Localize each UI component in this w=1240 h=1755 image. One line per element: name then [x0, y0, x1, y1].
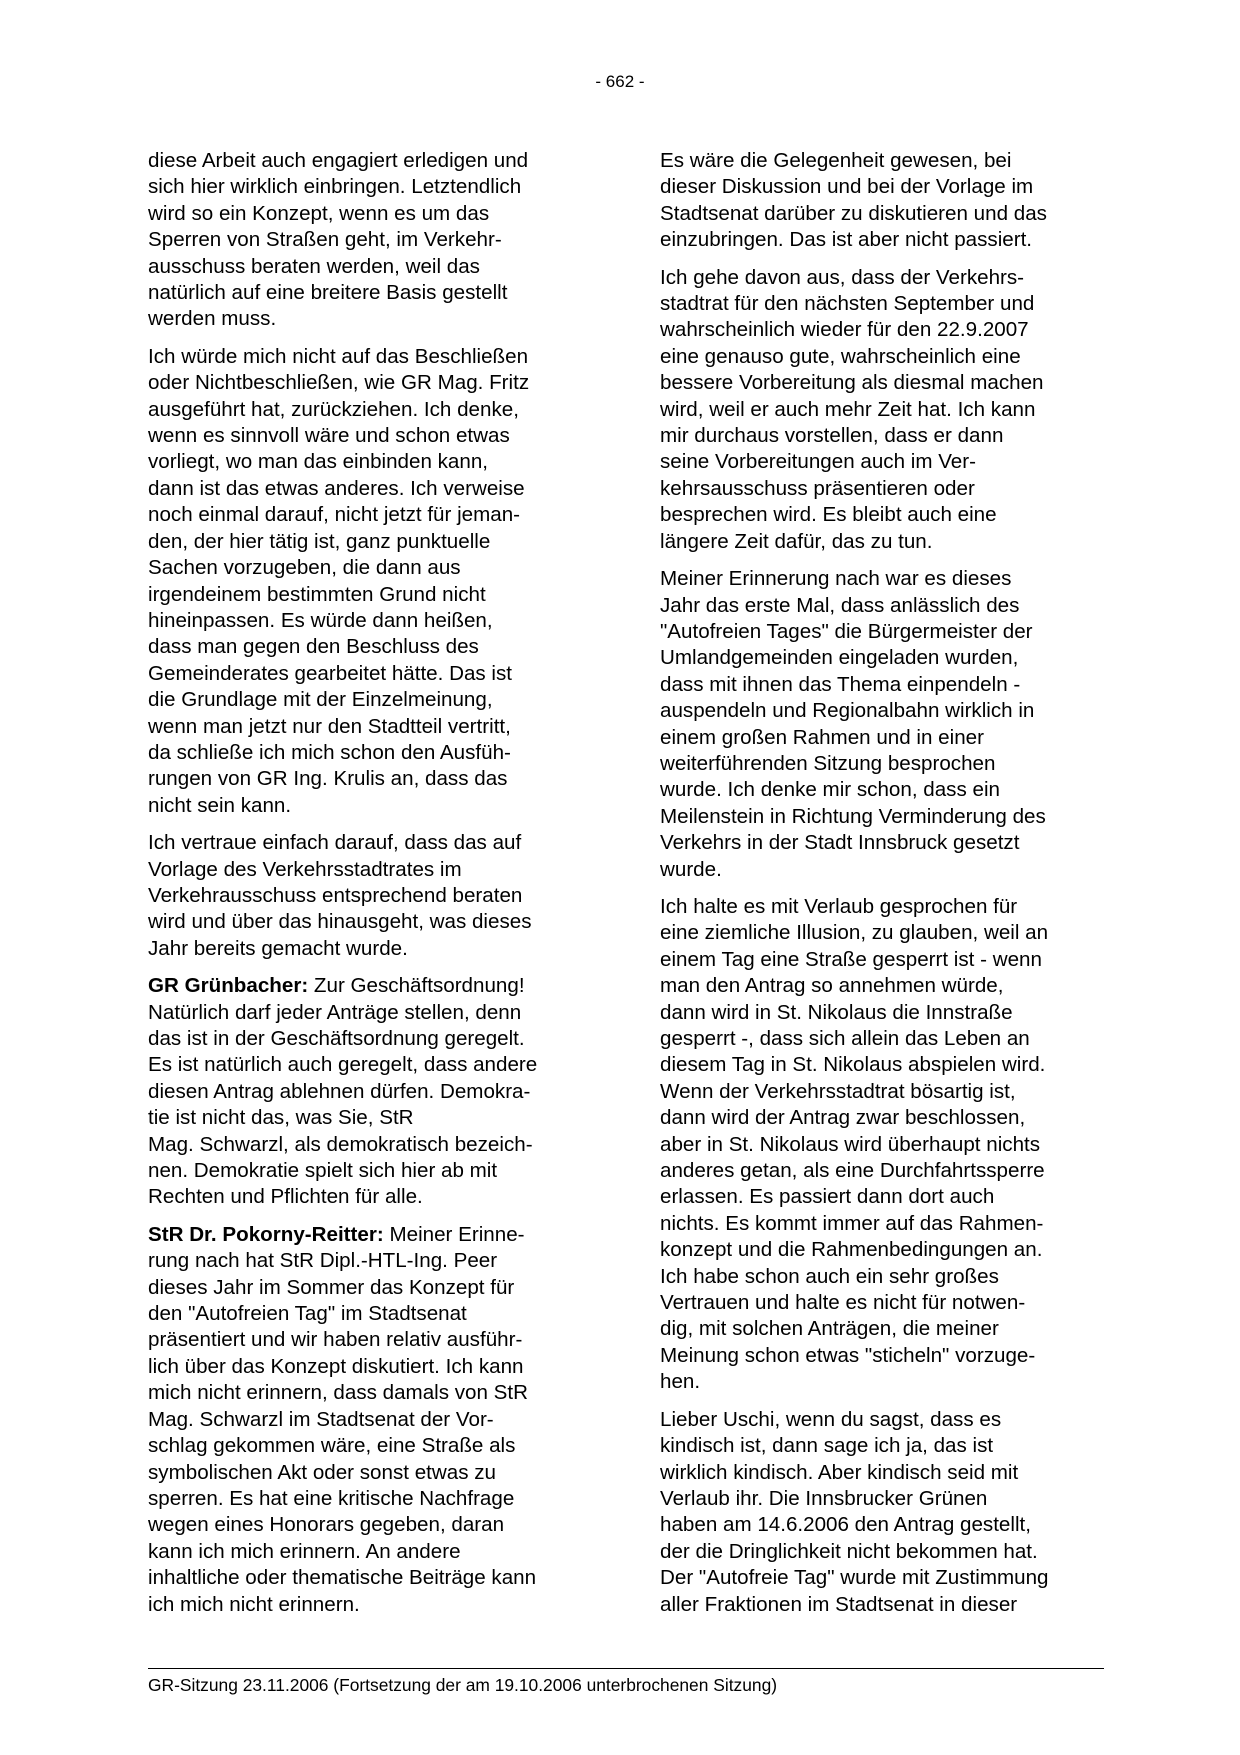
text-line: seine Vorbereitungen auch im Ver- [660, 450, 976, 474]
speaker-line-rest: Meiner Erinne- [383, 1222, 525, 1246]
text-line: wenn man jetzt nur den Stadtteil vertritt, [148, 714, 511, 738]
text-line: einem Tag eine Straße gesperrt ist - wenn [660, 947, 1042, 971]
footer-divider [148, 1668, 1104, 1669]
text-line: Meilenstein in Richtung Verminderung des [660, 804, 1046, 828]
text-line: lich über das Konzept diskutiert. Ich kann [148, 1354, 524, 1378]
text-line: da schließe ich mich schon den Ausfüh- [148, 740, 511, 764]
text-line: wird und über das hinausgeht, was dieses [148, 910, 532, 934]
paragraph [660, 265, 1100, 555]
paragraph [660, 894, 1100, 1396]
text-line: kehrsausschuss präsentieren oder [660, 476, 975, 500]
text-line: hineinpassen. Es würde dann heißen, [148, 608, 493, 632]
text-line [148, 1222, 588, 1248]
text-line: Der "Autofreie Tag" wurde mit Zustimmung [660, 1566, 1049, 1590]
text-line: Vorlage des Verkehrsstadtrates im [148, 857, 462, 881]
text-line: Verkehrausschuss entsprechend beraten [148, 883, 523, 907]
text-line: Mag. Schwarzl, als demokratisch bezeich- [148, 1132, 533, 1156]
paragraph [660, 566, 1100, 883]
text-line: anderes getan, als eine Durchfahrtssperre [660, 1159, 1045, 1183]
text-line: eine genauso gute, wahrscheinlich eine [660, 344, 1021, 368]
text-line: hen. [660, 1370, 701, 1394]
text-line: irgendeinem bestimmten Grund nicht [148, 582, 486, 606]
text-line: dig, mit solchen Anträgen, die meiner [660, 1317, 999, 1341]
text-line: mich nicht erinnern, dass damals von StR [148, 1381, 529, 1405]
text-line: tie ist nicht das, was Sie, StR [148, 1106, 414, 1130]
text-line: Meiner Erinnerung nach war es dieses [660, 567, 1012, 591]
text-line: Ich habe schon auch ein sehr großes [660, 1264, 999, 1288]
text-line: Lieber Uschi, wenn du sagst, dass es [660, 1407, 1002, 1431]
text-line: dieses Jahr im Sommer das Konzept für [148, 1275, 515, 1299]
text-line: die Grundlage mit der Einzelmeinung, [148, 688, 493, 712]
text-line: noch einmal darauf, nicht jetzt für jeman- [148, 503, 521, 527]
text-line: man den Antrag so annehmen würde, [660, 974, 1004, 998]
text-line: Sperren von Straßen geht, im Verkehr- [148, 228, 502, 252]
text-line: haben am 14.6.2006 den Antrag gestellt, [660, 1513, 1031, 1537]
text-line: inhaltliche oder thematische Beiträge kann [148, 1566, 537, 1590]
paragraph [148, 830, 588, 962]
text-line: Stadtsenat darüber zu diskutieren und das [660, 201, 1047, 225]
left-column [148, 148, 588, 1629]
text-line: Ich würde mich nicht auf das Beschließen [148, 344, 529, 368]
text-line: diesen Antrag ablehnen dürfen. Demokra- [148, 1079, 531, 1103]
text-line: aber in St. Nikolaus wird überhaupt nichts [660, 1132, 1041, 1156]
text-line: symbolischen Akt oder sonst etwas zu [148, 1460, 496, 1484]
text-line: dann wird in St. Nikolaus die Innstraße [660, 1000, 1013, 1024]
text-line: nen. Demokratie spielt sich hier ab mit [148, 1159, 498, 1183]
text-line: Wenn der Verkehrsstadtrat bösartig ist, [660, 1079, 1016, 1103]
text-line: den "Autofreien Tag" im Stadtsenat [148, 1302, 467, 1326]
text-line: natürlich auf eine breitere Basis gestellt [148, 281, 508, 305]
text-line: werden muss. [148, 307, 277, 331]
text-line: diese Arbeit auch engagiert erledigen und [148, 149, 529, 172]
text-line [148, 973, 588, 999]
text-line: ich mich nicht erinnern. [148, 1592, 360, 1616]
text-line: diesem Tag in St. Nikolaus abspielen wird. [660, 1053, 1046, 1077]
text-line: Natürlich darf jeder Anträge stellen, denn [148, 1000, 522, 1024]
text-line: Meinung schon etwas "sticheln" vorzuge- [660, 1343, 1036, 1367]
text-line: Gemeinderates gearbeitet hätte. Das ist [148, 661, 513, 685]
text-line: Sachen vorzugeben, die dann aus [148, 556, 461, 580]
text-line: Verlaub ihr. Die Innsbrucker Grünen [660, 1486, 988, 1510]
text-line: eine ziemliche Illusion, zu glauben, weil an [660, 921, 1049, 945]
text-line: erlassen. Es passiert dann dort auch [660, 1185, 995, 1209]
text-line: nichts. Es kommt immer auf das Rahmen- [660, 1211, 1044, 1235]
text-line: dass mit ihnen das Thema einpendeln - [660, 672, 1021, 696]
text-line: wirklich kindisch. Aber kindisch seid mit [660, 1460, 1019, 1484]
text-line: wahrscheinlich wieder für den 22.9.2007 [660, 318, 1029, 342]
text-line: rungen von GR Ing. Krulis an, dass das [148, 767, 508, 791]
text-line: Ich halte es mit Verlaub gesprochen für [660, 894, 1018, 918]
text-line: kindisch ist, dann sage ich ja, das ist [660, 1434, 994, 1458]
paragraph [148, 344, 588, 819]
speaker-line-rest: Zur Geschäftsordnung! [308, 974, 525, 998]
text-line: mir durchaus vorstellen, dass er dann [660, 424, 1004, 448]
text-line: wurde. Ich denke mir schon, dass ein [660, 778, 1000, 802]
text-line: dann ist das etwas anderes. Ich verweise [148, 476, 525, 500]
text-line: rung nach hat StR Dipl.-HTL-Ing. Peer [148, 1249, 498, 1273]
text-line: Mag. Schwarzl im Stadtsenat der Vor- [148, 1407, 494, 1431]
text-line: längere Zeit dafür, das zu tun. [660, 529, 933, 553]
text-line: ausgeführt hat, zurückziehen. Ich denke, [148, 397, 519, 421]
text-line: wird so ein Konzept, wenn es um das [148, 201, 490, 225]
text-line: Ich vertraue einfach darauf, dass das auf [148, 831, 522, 855]
text-line: Es wäre die Gelegenheit gewesen, bei [660, 149, 1012, 172]
text-line: Jahr bereits gemacht wurde. [148, 936, 408, 960]
text-line: der die Dringlichkeit nicht bekommen hat. [660, 1539, 1038, 1563]
footer-text: GR-Sitzung 23.11.2006 (Fortsetzung der am 19.10.2006 unterbrochenen Sitzung) [148, 1675, 778, 1695]
speaker-name: StR Dr. Pokorny-Reitter: [148, 1222, 384, 1246]
text-line: wurde. [660, 857, 722, 881]
text-line: sperren. Es hat eine kritische Nachfrage [148, 1486, 515, 1510]
text-line: Ich gehe davon aus, dass der Verkehrs- [660, 265, 1025, 289]
paragraph [148, 973, 588, 1211]
text-line: aller Fraktionen im Stadtsenat in dieser [660, 1592, 1018, 1616]
text-line: Umlandgemeinden eingeladen wurden, [660, 646, 1019, 670]
text-line: "Autofreien Tages" die Bürgermeister der [660, 619, 1033, 643]
text-line: ausschuss beraten werden, weil das [148, 254, 480, 278]
text-line: besprechen wird. Es bleibt auch eine [660, 503, 997, 527]
text-line: vorliegt, wo man das einbinden kann, [148, 450, 489, 474]
text-line: bessere Vorbereitung als diesmal machen [660, 371, 1044, 395]
text-line: konzept und die Rahmenbedingungen an. [660, 1238, 1043, 1262]
text-line: wegen eines Honorars gegeben, daran [148, 1513, 505, 1537]
right-column [660, 148, 1100, 1629]
text-line: einem großen Rahmen und in einer [660, 725, 984, 749]
text-line: kann ich mich erinnern. An andere [148, 1539, 461, 1563]
text-line: Jahr das erste Mal, dass anlässlich des [660, 593, 1020, 617]
text-line: wird, weil er auch mehr Zeit hat. Ich kann [660, 397, 1036, 421]
speaker-name: GR Grünbacher: [148, 974, 309, 998]
text-line: nicht sein kann. [148, 793, 292, 817]
text-line: Es ist natürlich auch geregelt, dass andere [148, 1053, 538, 1077]
paragraph [660, 148, 1100, 254]
text-line: dann wird der Antrag zwar beschlossen, [660, 1106, 1026, 1130]
text-line: Verkehrs in der Stadt Innsbruck gesetzt [660, 831, 1020, 855]
text-line: Vertrauen und halte es nicht für notwen- [660, 1291, 1026, 1315]
text-line: gesperrt -, dass sich allein das Leben an [660, 1027, 1030, 1050]
text-line: dass man gegen den Beschluss des [148, 635, 479, 659]
paragraph [148, 148, 588, 333]
text-line: sich hier wirklich einbringen. Letztendlich [148, 175, 522, 199]
page-number: - 662 - [595, 72, 645, 91]
text-line: einzubringen. Das ist aber nicht passiert. [660, 228, 1033, 252]
text-line: dieser Diskussion und bei der Vorlage im [660, 175, 1034, 199]
text-line: präsentiert und wir haben relativ ausführ- [148, 1328, 523, 1352]
text-line: Rechten und Pflichten für alle. [148, 1185, 423, 1209]
text-line: auspendeln und Regionalbahn wirklich in [660, 699, 1035, 723]
text-line: oder Nichtbeschließen, wie GR Mag. Fritz [148, 371, 530, 395]
text-line: das ist in der Geschäftsordnung geregelt. [148, 1027, 525, 1050]
text-line: wenn es sinnvoll wäre und schon etwas [148, 424, 510, 448]
text-line: weiterführenden Sitzung besprochen [660, 751, 996, 775]
text-line: schlag gekommen wäre, eine Straße als [148, 1434, 516, 1458]
text-line: den, der hier tätig ist, ganz punktuelle [148, 529, 491, 553]
paragraph [148, 1222, 588, 1618]
paragraph [660, 1407, 1100, 1618]
text-line: stadtrat für den nächsten September und [660, 292, 1035, 316]
